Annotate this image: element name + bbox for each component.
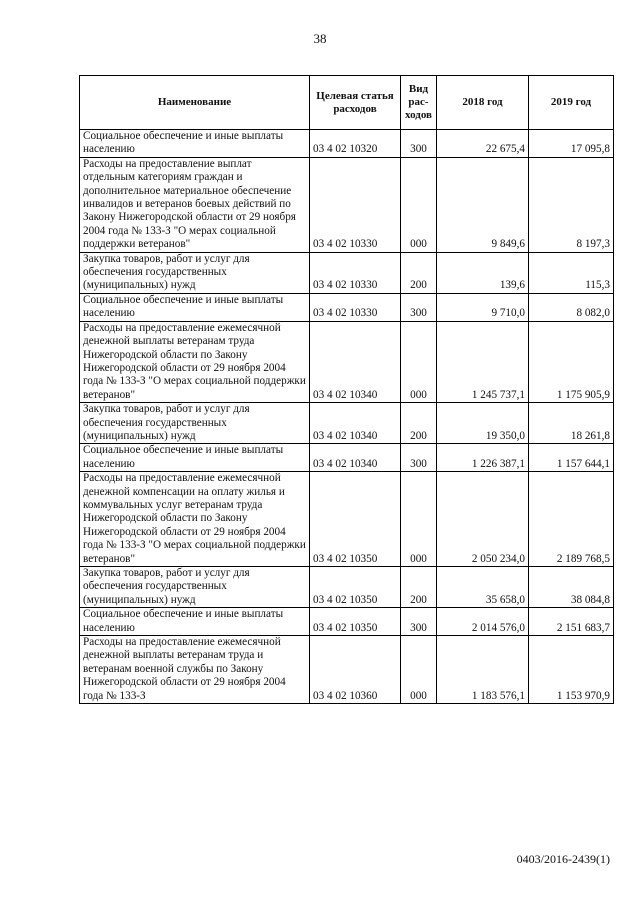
row-name: Расходы на предоставление выплат отдельным категориям граждан и дополнительное материальное обеспечение инвалидов и ветеранов боевых действий по Закону Нижегородской области от 29 ноября 2004 года № 133-З "О мерах социальной поддержки ветеранов": [80, 157, 310, 252]
header-year-2018: 2018 год: [437, 76, 529, 130]
row-target: 03 4 02 10350: [310, 608, 401, 636]
row-value-2019: 18 261,8: [529, 403, 614, 444]
row-value-2019: 38 084,8: [529, 567, 614, 608]
row-target: 03 4 02 10340: [310, 403, 401, 444]
row-target: 03 4 02 10340: [310, 321, 401, 402]
table-row: [80, 293, 614, 321]
row-kind: 200: [401, 567, 437, 608]
table-row: [80, 636, 614, 704]
row-value-2018: 35 658,0: [437, 567, 529, 608]
header-name: Наименование: [80, 76, 310, 130]
row-kind: 300: [401, 130, 437, 158]
row-name: Социальное обеспечение и иные выплаты населению: [80, 444, 310, 472]
row-value-2019: 2 151 683,7: [529, 608, 614, 636]
row-value-2018: 19 350,0: [437, 403, 529, 444]
row-value-2018: 2 050 234,0: [437, 472, 529, 567]
row-name: Закупка товаров, работ и услуг для обеспечения государственных (муниципальных) нужд: [80, 567, 310, 608]
row-kind: 000: [401, 472, 437, 567]
row-value-2018: 1 183 576,1: [437, 636, 529, 704]
budget-table: [79, 75, 614, 704]
row-value-2019: 8 197,3: [529, 157, 614, 252]
row-kind: 200: [401, 252, 437, 293]
row-value-2019: 2 189 768,5: [529, 472, 614, 567]
row-target: 03 4 02 10330: [310, 157, 401, 252]
row-value-2018: 22 675,4: [437, 130, 529, 158]
row-value-2018: 9 849,6: [437, 157, 529, 252]
row-kind: 200: [401, 403, 437, 444]
row-value-2019: 1 175 905,9: [529, 321, 614, 402]
table-row: [80, 403, 614, 444]
row-value-2019: 17 095,8: [529, 130, 614, 158]
row-target: 03 4 02 10350: [310, 472, 401, 567]
header-kind: Вид рас-ходов: [401, 76, 437, 130]
table-row: [80, 130, 614, 158]
table-body: [80, 130, 614, 704]
row-target: 03 4 02 10340: [310, 444, 401, 472]
row-value-2018: 1 245 737,1: [437, 321, 529, 402]
row-kind: 300: [401, 444, 437, 472]
table-row: [80, 608, 614, 636]
table-row: [80, 321, 614, 402]
row-kind: 000: [401, 157, 437, 252]
row-kind: 000: [401, 321, 437, 402]
row-value-2018: 9 710,0: [437, 293, 529, 321]
table-row: [80, 444, 614, 472]
row-target: 03 4 02 10330: [310, 293, 401, 321]
row-kind: 000: [401, 636, 437, 704]
document-code: 0403/2016-2439(1): [516, 852, 610, 866]
header-target: Целевая статья расходов: [310, 76, 401, 130]
row-name: Расходы на предоставление ежемесячной денежной выплаты ветеранам труда Нижегородской области по Закону Нижегородской области от 29 ноября 2004 года № 133-З "О мерах социальной поддержки ветеранов": [80, 321, 310, 402]
page-number: 38: [313, 31, 327, 46]
row-target: 03 4 02 10350: [310, 567, 401, 608]
row-value-2019: 1 153 970,9: [529, 636, 614, 704]
row-value-2019: 8 082,0: [529, 293, 614, 321]
row-value-2018: 2 014 576,0: [437, 608, 529, 636]
table-header-row: [80, 76, 614, 130]
table-row: [80, 157, 614, 252]
row-name: Социальное обеспечение и иные выплаты населению: [80, 130, 310, 158]
row-value-2018: 139,6: [437, 252, 529, 293]
row-name: Закупка товаров, работ и услуг для обеспечения государственных (муниципальных) нужд: [80, 403, 310, 444]
row-name: Расходы на предоставление ежемесячной денежной выплаты ветеранам труда и ветеранам военной службы по Закону Нижегородской области от 29 ноября 2004 года № 133-З: [80, 636, 310, 704]
row-name: Социальное обеспечение и иные выплаты населению: [80, 608, 310, 636]
row-value-2019: 1 157 644,1: [529, 444, 614, 472]
table-row: [80, 472, 614, 567]
row-value-2019: 115,3: [529, 252, 614, 293]
header-year-2019: 2019 год: [529, 76, 614, 130]
row-name: Закупка товаров, работ и услуг для обеспечения государственных (муниципальных) нужд: [80, 252, 310, 293]
row-name: Расходы на предоставление ежемесячной денежной компенсации на оплату жилья и коммувальных услуг ветеранам труда Нижегородской области по Закону Нижегородской области от 29 ноября 2004 года № 133-З "О мерах социальной поддержки ветеранов": [80, 472, 310, 567]
row-name: Социальное обеспечение и иные выплаты населению: [80, 293, 310, 321]
row-value-2018: 1 226 387,1: [437, 444, 529, 472]
row-target: 03 4 02 10330: [310, 252, 401, 293]
row-kind: 300: [401, 293, 437, 321]
row-target: 03 4 02 10360: [310, 636, 401, 704]
table-row: [80, 567, 614, 608]
row-kind: 300: [401, 608, 437, 636]
row-target: 03 4 02 10320: [310, 130, 401, 158]
table-row: [80, 252, 614, 293]
